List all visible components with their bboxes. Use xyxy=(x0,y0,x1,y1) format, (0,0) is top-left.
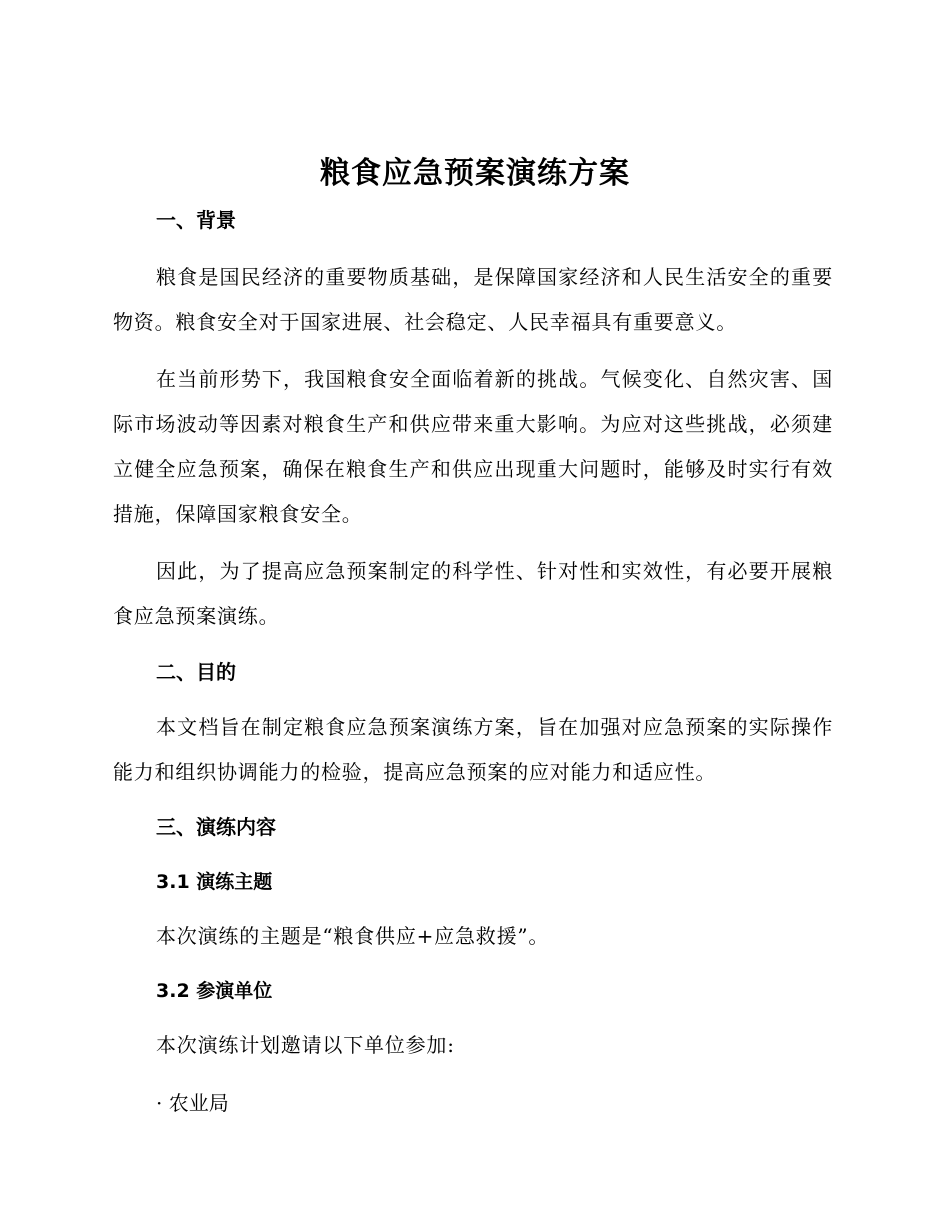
paragraph: 本次演练计划邀请以下单位参加: xyxy=(156,1033,455,1057)
section-heading-background: 一、背景 xyxy=(156,208,236,232)
paragraph: 因此，为了提高应急预案制定的科学性、针对性和实效性，有必要开展粮食应急预案演练。 xyxy=(113,559,833,628)
subsection-heading-theme: 3.1 演练主题 xyxy=(156,871,273,893)
section-heading-drill-content: 三、演练内容 xyxy=(156,815,276,839)
section-heading-purpose: 二、目的 xyxy=(156,660,236,684)
document-title: 粮食应急预案演练方案 xyxy=(320,156,630,191)
paragraph: 本文档旨在制定粮食应急预案演练方案，旨在加强对应急预案的实际操作能力和组织协调能力的检验，提高应急预案的应对能力和适应性。 xyxy=(113,715,833,784)
document-body xyxy=(113,200,833,1123)
paragraph: 粮食是国民经济的重要物质基础，是保障国家经济和人民生活安全的重要物资。粮食安全对于国家进展、社会稳定、人民幸福具有重要意义。 xyxy=(113,265,833,334)
paragraph: 本次演练的主题是“粮食供应+应急救援”。 xyxy=(156,924,550,948)
subsection-heading-participants: 3.2 参演单位 xyxy=(156,980,273,1002)
paragraph: 在当前形势下，我国粮食安全面临着新的挑战。气候变化、自然灾害、国际市场波动等因素对粮食生产和供应带来重大影响。为应对这些挑战，必须建立健全应急预案，确保在粮食生产和供应出现重大问题时，能够及时实行有效措施，保障国家粮食安全。 xyxy=(113,367,833,526)
list-item: · 农业局 xyxy=(156,1091,229,1115)
